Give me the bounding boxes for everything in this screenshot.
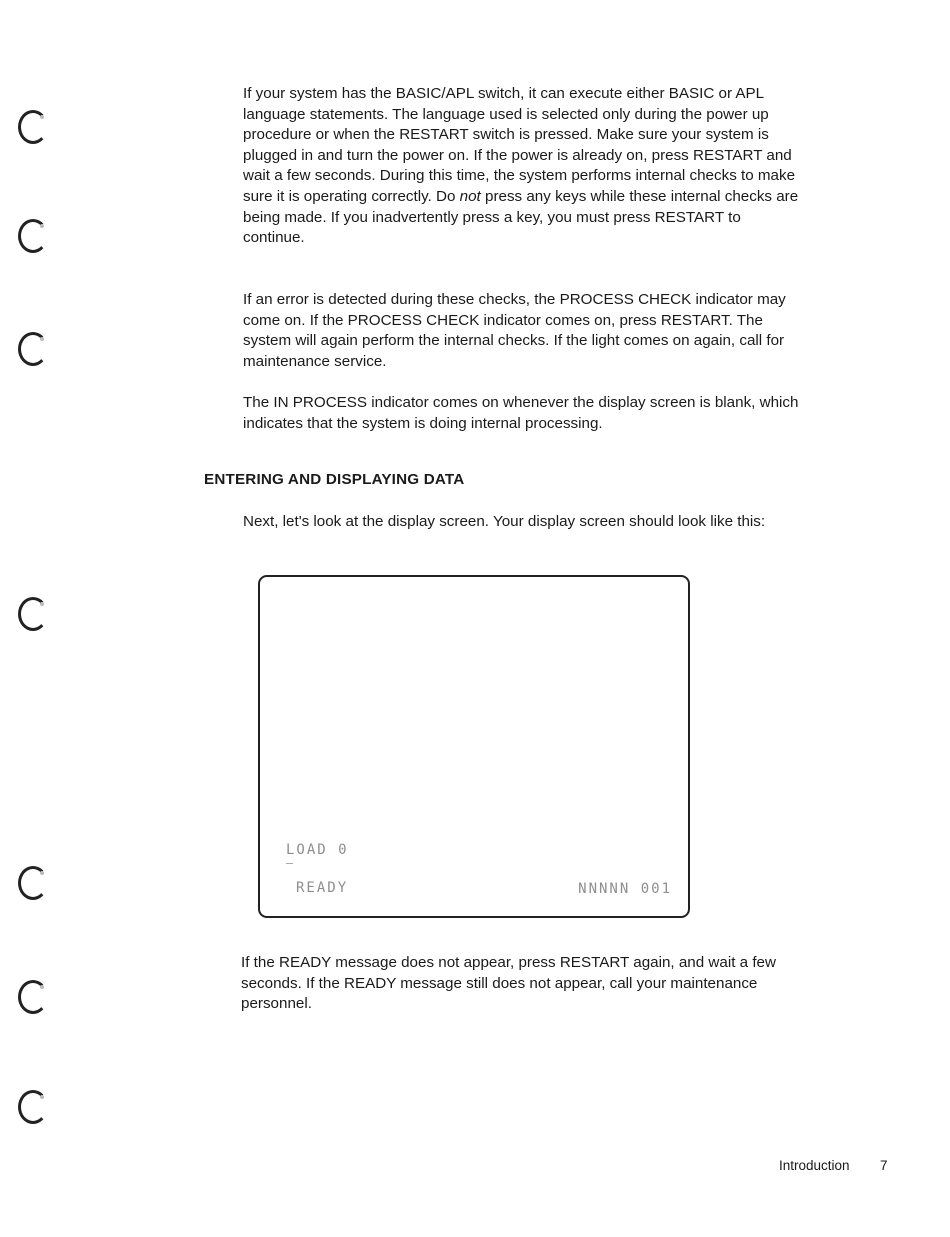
binder-hole-mark	[18, 597, 48, 631]
paragraph-power-up	[243, 84, 803, 249]
binder-hole-mark	[18, 980, 48, 1014]
page-number: 7	[880, 1158, 888, 1173]
paragraph-display-intro: Next, let's look at the display screen. Your display screen should look like this:	[243, 513, 766, 530]
screen-status-line: NNNNN 001	[578, 881, 672, 897]
screen-cursor	[286, 863, 293, 864]
binder-hole-mark	[18, 1090, 48, 1124]
binder-hole-mark	[18, 219, 48, 253]
section-heading: ENTERING AND DISPLAYING DATA	[204, 471, 465, 488]
binder-hole-mark	[18, 866, 48, 900]
binder-hole-mark	[18, 110, 48, 144]
footer-section-label: Introduction	[779, 1158, 850, 1173]
binder-hole-mark	[18, 332, 48, 366]
paragraph-process-check: If an error is detected during these checks, the PROCESS CHECK indicator may come on. If the PROCESS CHECK indicator comes on, press RESTART. The system will again perform the internal checks. If the light comes on again, call for maintenance service.	[243, 291, 786, 370]
paragraph-text: press any keys while these internal checks are being made. If you inadvertently press a key, you must press RESTART to continue.	[243, 187, 799, 247]
paragraph-in-process: The IN PROCESS indicator comes on whenever the display screen is blank, which indicates that the system is doing internal processing.	[243, 394, 799, 432]
screen-load-line: LOAD 0	[286, 842, 349, 858]
paragraph-ready-message: If the READY message does not appear, press RESTART again, and wait a few seconds. If the READY message still does not appear, call your maintenance personnel.	[241, 954, 776, 1013]
emphasis-text: not	[459, 187, 481, 205]
paragraph-text: If your system has the BASIC/APL switch, it can execute either BASIC or APL language statements. The language used is selected only during the power up procedure or when the RESTART switch is pressed. Make sure your system is plugged in and turn the power on. If the power is already on, press RESTART and wait a few seconds. During this time, the system performs internal checks to make sure it is operating correctly. Do	[243, 85, 796, 205]
screen-ready-line: READY	[296, 880, 349, 896]
display-screen-illustration	[258, 575, 690, 918]
